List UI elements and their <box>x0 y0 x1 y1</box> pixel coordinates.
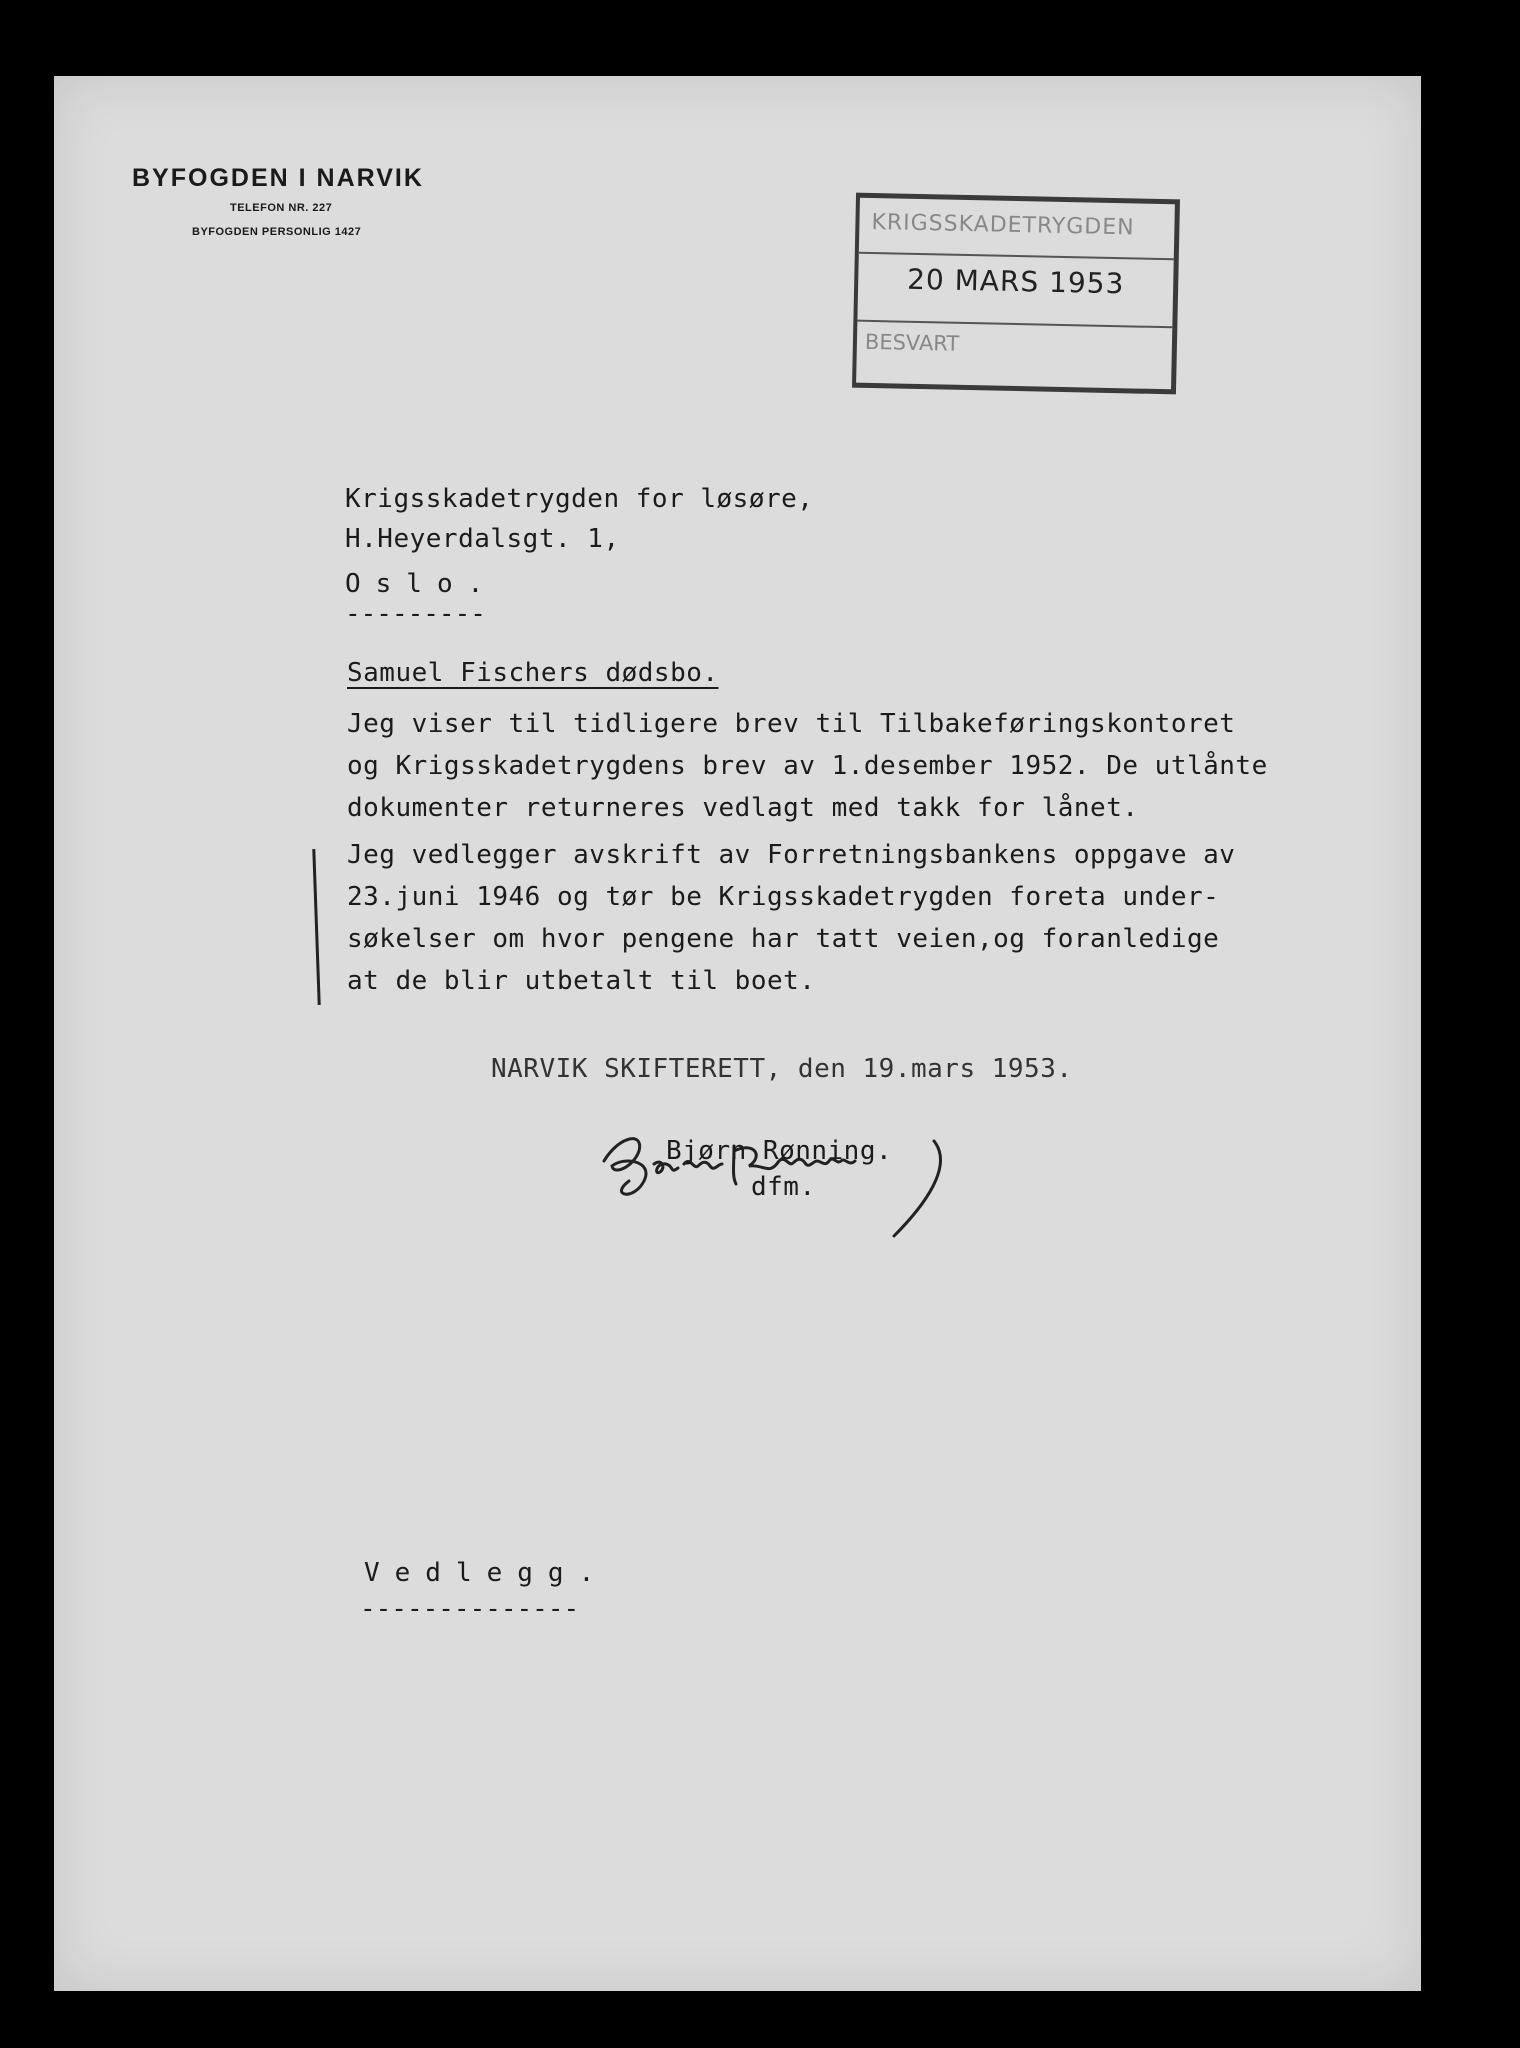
stamp-status: BESVART <box>864 329 960 356</box>
recipient-line-2: H.Heyerdalsgt. 1, <box>345 524 620 554</box>
letterhead-office: BYFOGDEN I NARVIK <box>132 164 424 192</box>
recipient-rule: --------- <box>345 599 486 629</box>
signer-name: Bjørn Rønning. <box>666 1136 893 1166</box>
recipient-line-3: Oslo. <box>345 569 499 599</box>
signer-title: dfm. <box>751 1172 816 1202</box>
body-paragraph-2: Jeg vedlegger avskrift av Forretningsbankens oppgave av 23.juni 1946 og tør be Krigsskadetrygden foreta under- søkelser om hvor pengene har tatt veien,og foranledige at de blir utbetalt til boet. <box>347 840 1236 996</box>
stamp-date: 20 MARS 1953 <box>857 262 1173 329</box>
enclosure-label: Vedlegg. <box>364 1558 610 1588</box>
letter-page <box>54 76 1421 1991</box>
letterhead-phone: TELEFON NR. 227 <box>230 202 333 214</box>
enclosure-rule: -------------- <box>360 1594 580 1624</box>
received-stamp <box>852 193 1180 395</box>
letterhead-personal-phone: BYFOGDEN PERSONLIG 1427 <box>192 226 362 238</box>
stamp-org: KRIGSSKADETRYGDEN <box>859 210 1175 261</box>
body-paragraph-1: Jeg viser til tidligere brev til Tilbakeføringskontoret og Krigsskadetrygdens brev av 1.desember 1952. De utlånte dokumenter returneres vedlagt med takk for lånet. <box>347 709 1268 823</box>
margin-mark <box>312 849 320 1005</box>
recipient-line-1: Krigsskadetrygden for løsøre, <box>345 484 814 514</box>
place-and-date: NARVIK SKIFTERETT, den 19.mars 1953. <box>491 1054 1073 1084</box>
subject-line: Samuel Fischers dødsbo. <box>347 658 719 688</box>
